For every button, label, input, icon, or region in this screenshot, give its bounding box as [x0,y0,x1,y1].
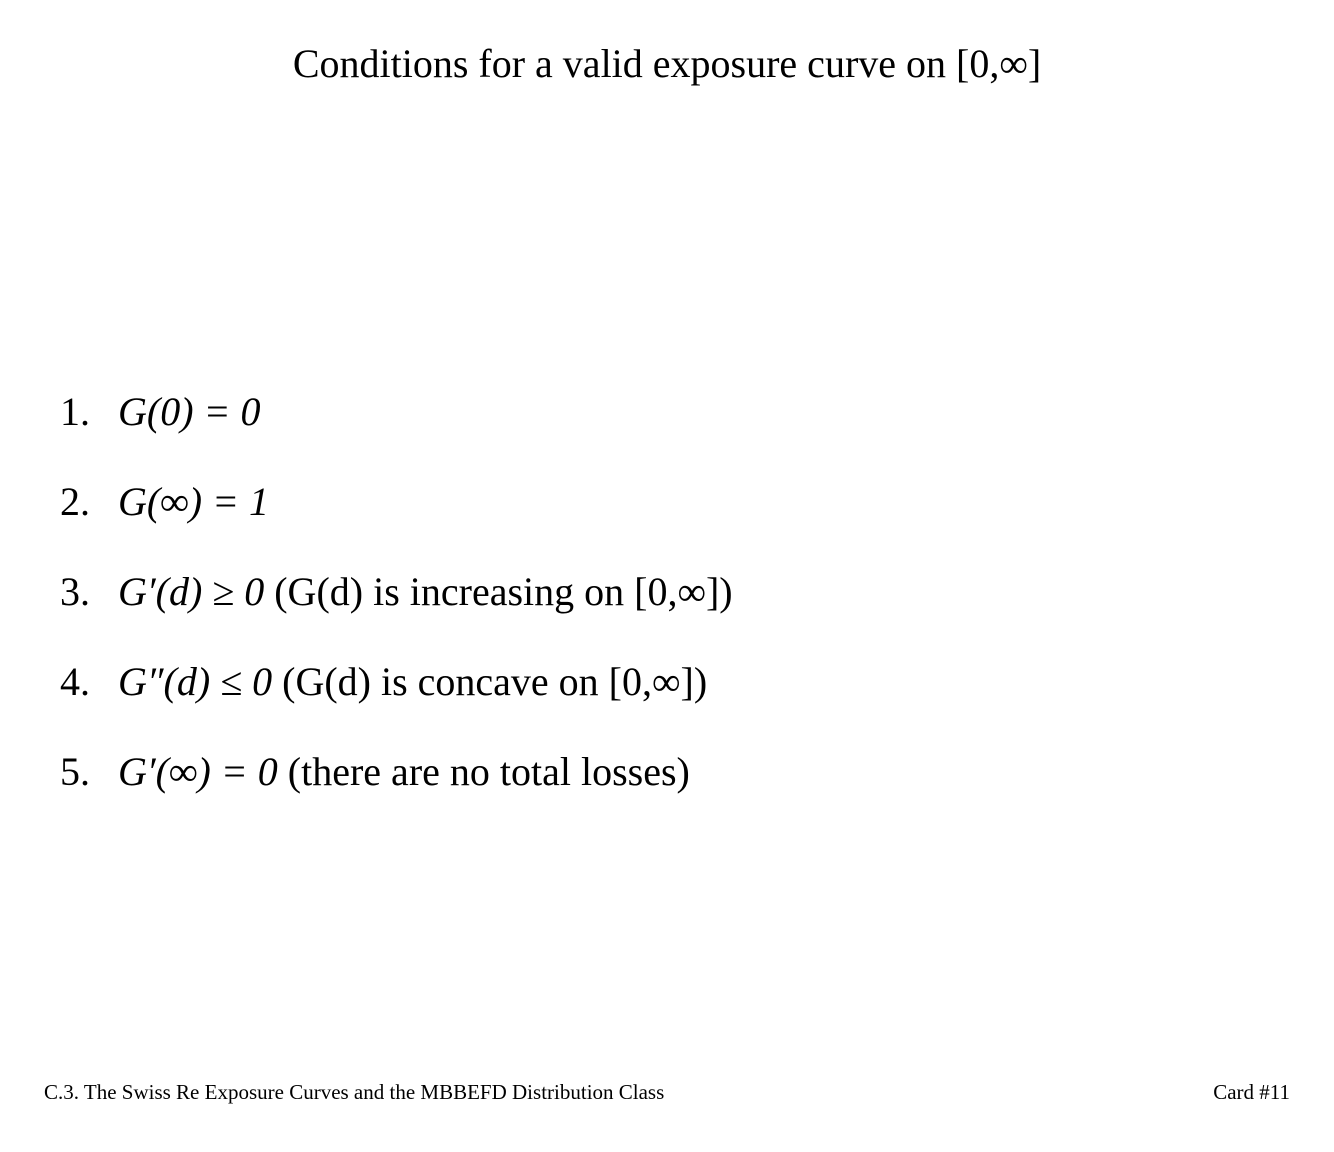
condition-formula [118,566,733,618]
card-title: Conditions for a valid exposure curve on [0,∞] [292,41,1042,86]
condition-math: G(∞) = 1 [118,479,270,524]
condition-note: (G(d) is increasing on [0,∞]) [264,569,733,614]
condition-formula [118,476,269,528]
condition-math: G″(d) ≤ 0 [118,659,273,704]
condition-item-3 [60,566,733,656]
condition-formula [118,656,707,708]
condition-number: 1. [60,389,90,434]
condition-math: G(0) = 0 [118,389,261,434]
condition-item-1 [60,386,733,476]
conditions-list [60,386,733,836]
condition-note: (G(d) is concave on [0,∞]) [272,659,708,704]
condition-item-4 [60,656,733,746]
condition-number: 4. [60,659,90,704]
condition-number: 3. [60,569,90,614]
condition-formula [118,746,690,798]
condition-math: G′(d) ≥ 0 [118,569,265,614]
condition-formula [118,386,261,438]
footer-section-title: C.3. The Swiss Re Exposure Curves and the MBBEFD Distribution Class [44,1080,665,1104]
condition-number: 2. [60,479,90,524]
condition-item-2 [60,476,733,566]
condition-math: G′(∞) = 0 [118,749,278,794]
condition-number: 5. [60,749,90,794]
condition-note: (there are no total losses) [277,749,690,794]
footer-card-number: Card #11 [1213,1080,1290,1104]
condition-item-5 [60,746,733,836]
